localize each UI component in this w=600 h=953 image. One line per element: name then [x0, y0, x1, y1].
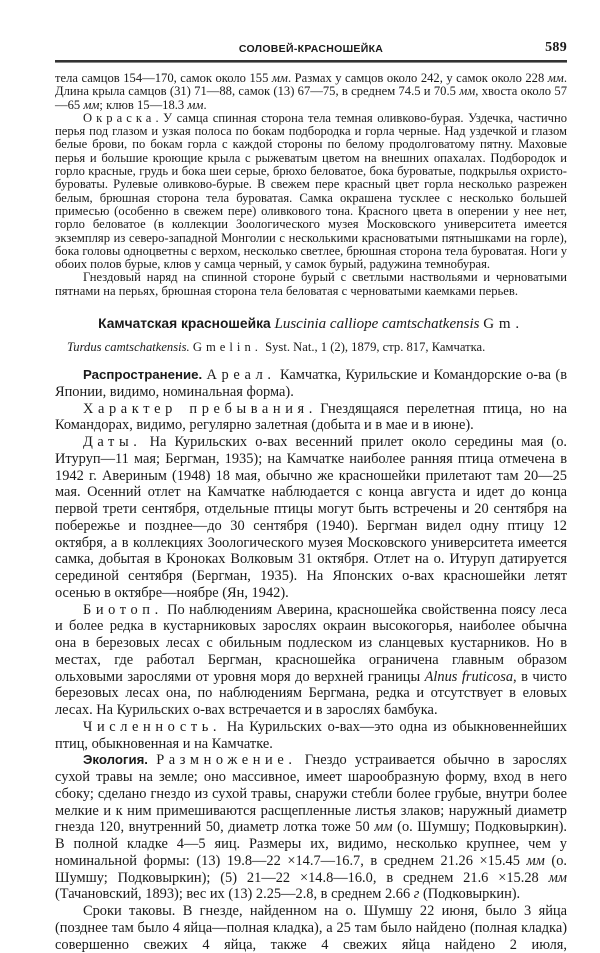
- previous-species-description: [55, 72, 567, 298]
- italic-text: мм: [526, 852, 545, 869]
- paragraph: [55, 72, 567, 112]
- text-run: Камчатка, Курильские и Командорские о-ва (в Японии, видимо, номинальная форма).: [55, 367, 567, 400]
- book-page: [55, 40, 567, 953]
- bold-text: Камчатская красношейка: [98, 316, 275, 332]
- text-run: (Тачановский, 1893); вес их (13) 2.25—2.8, в среднем 2.66: [55, 886, 414, 903]
- text-run: Гнездовый наряд на спинной стороне бурый с светлыми наствольями и черноватыми пятнами на перьях, брюшная сторона тела беловатая с черноватыми каемками перьев.: [55, 270, 567, 298]
- italic-text: мм: [547, 71, 564, 85]
- text-run: [148, 752, 156, 768]
- text-run: Сроки таковы. В гнезде, найденном на о. Шумшу 22 июня, было 3 яйца (позднее там было 4 яйца—полная кладка), а 25 там было найдено (полная кладка) совершенно свежих 4 яйца, также 4 свежих яйца найдено 2 июля,: [55, 903, 567, 953]
- text-run: ; клюв 15—18.3: [99, 97, 188, 112]
- paragraph: [55, 401, 567, 435]
- text-run: , хвоста около 57—65: [55, 84, 567, 112]
- text-run: Гнездо устраивается обычно в зарослях сухой травы на земле; оно массивное, имеет шарообразную форму, вход в него сбоку; сделано гнездо из сухой травы, снаружи стебли более грубые, внутри более мелкие и к ним примешиваются расщепленные листья злаков; наружный диаметр гнезда 120, внутренний 50, диаметр лотка тоже 50: [55, 752, 567, 836]
- spaced-text: Окраска: [83, 110, 156, 125]
- italic-text: мм: [459, 84, 476, 99]
- text-run: . Размах у самцов около 242, у самок около 228: [287, 71, 548, 85]
- italic-text: Turdus camtschatkensis.: [67, 340, 190, 355]
- header-rule: [55, 60, 567, 63]
- species-heading: [55, 316, 567, 333]
- italic-text: г: [413, 886, 420, 903]
- text-run: (Подковыркин).: [419, 886, 521, 903]
- synonym-citation: [55, 340, 567, 355]
- text-run: . Длина крыла самцов (31) 71—88, самок (13) 67—75, в среднем 74.5 и 70.5: [55, 71, 567, 99]
- text-run: Syst. Nat., 1 (2), 1879, стр. 817, Камчатка.: [261, 340, 486, 355]
- italic-text: Luscinia calliope camtschatkensis: [274, 316, 480, 333]
- running-header: [55, 40, 567, 56]
- italic-text: мм: [187, 97, 204, 112]
- page-number: 589: [545, 40, 567, 55]
- text-run: На Курильских о-вах—это одна из обыкновеннейших птиц, обыкновенная и на Камчатке.: [55, 718, 567, 752]
- text-run: . У самца спинная сторона тела темная оливково-бурая. Уздечка, частично перья под глазом и узкая полоса по бокам подбородка и горла черные. Над уздечкой и глазом белые брови, по бокам горла с каждой стороны по белому продолговатому пятну. Маховые перья и большие кроющие крыла с рыжеватым цветом на внешних опахалах. Подбородок и горло красные, грудь и бока шеи серые, брюхо беловатое, бока буроватые, подкрылья охристо-буроваты. Рулевые оливково-бурые. В свежем пере красный цвет горла несколько разрежен белым, брюшная сторона тела буроватая. Самка окрашена тусклее с несколько большей примесью (особенно в свежем пере) оливкового тона. Красного цвета в оперении у нее нет, горло беловатое (в коллекции Зоологического музея Московского университета имеется экземпляр из северо-западной Монголии с несколькими красноватыми пятнышками на горле), бока головы одноцветны с верхом, несколько светлее, брюшная сторона тела буроватая. Ноги у обоих полов бурые, клюв у самца черный, у самок бурый, радужина темнобурая.: [55, 110, 567, 272]
- paragraph: [55, 602, 567, 719]
- spaced-text: Биотоп.: [83, 601, 163, 618]
- running-title: СОЛОВЕЙ-КРАСНОШЕЙКА: [238, 43, 384, 55]
- text-run: , в чисто березовых лесах она, по наблюдениям Бергмана, редка и отсутствует в еловых лесах. На Курильских о-вах встречается и в зарослях бамбука.: [55, 668, 567, 719]
- text-run: (о. Шумшу; Подковыркин); (5) 21—22 ×14.8—16.0, в среднем 21.6 ×15.28: [55, 852, 568, 886]
- spaced-text: Gm.: [483, 316, 524, 333]
- text-run: (о. Шумшу; Подковыркин). В полной кладке 4—5 яиц. Размеры их, видимо, несколько крупнее, чем у номинальной формы: (13) 19.8—22 ×14.7—16.7, в среднем 21.26 ×15.45: [55, 819, 567, 869]
- italic-text: мм: [548, 869, 567, 886]
- text-run: По наблюдениям Аверина, красношейка свойственна поясу леса и более редка в кустарниковых зарослях окраин высокогорья, наиболее обычна она в березовых лесах с обильным подлеском из сланцевых кустарников. Но в местах, где работал Бергман, красношейка ограничена главным образом ольховыми зарослями от уровня моря до верхней границы: [55, 601, 567, 685]
- bold-text: Экология.: [83, 752, 148, 768]
- paragraph: [55, 434, 567, 602]
- paragraph: [55, 719, 567, 753]
- spaced-text: Численность.: [83, 718, 222, 735]
- italic-text: мм: [374, 819, 393, 836]
- bold-text: Распространение.: [83, 367, 203, 383]
- spaced-text: Размножение.: [156, 752, 297, 769]
- spaced-text: Даты.: [83, 434, 142, 451]
- text-run: . Гнездящаяся перелетная птица, но на Командорах, видимо, регулярно залетная (добыта и в мае и в июне).: [55, 400, 567, 434]
- spaced-text: Ареал.: [206, 367, 276, 384]
- italic-text: мм: [83, 97, 100, 112]
- text-run: тела самцов 154—170, самок около 155: [55, 71, 272, 85]
- text-run: На Курильских о-вах весенний прилет около середины мая (о. Итуруп—11 мая; Бергман, 1935); на Камчатке наиболее ранняя птица отмечена в 1942 г. Авериным (1948) 18 мая, обычно же красношейки прилетают там 20—25 мая. Осенний отлет на Камчатке наблюдается с конца августа и идет до конца первой трети сентября, отдельные птицы могут быть встречены и 20 сентября на побережье и позднее—до 30 сентября (1940). Бергман видел одну птицу 12 октября, а в коллекциях Зоологического музея Московского университета имеется самка, добытая в Кроноках Волковым 31 октября. Отлет на о. Итуруп датируется серединой сентября (Бергман, 1935). На Японских о-вах красношейки летят осенью в октябре—ноябре (Ян, 1942).: [55, 434, 567, 601]
- species-account: [55, 367, 567, 953]
- paragraph: [55, 271, 567, 298]
- paragraph: [55, 903, 567, 953]
- italic-text: мм: [271, 71, 288, 85]
- spaced-text: Gmelin.: [192, 340, 262, 355]
- spaced-text: Характер пребывания: [83, 400, 309, 417]
- text-run: .: [203, 97, 207, 112]
- paragraph: [55, 112, 567, 272]
- paragraph: [55, 752, 567, 903]
- italic-text: Alnus fruticosa: [424, 668, 514, 685]
- paragraph: [55, 367, 567, 401]
